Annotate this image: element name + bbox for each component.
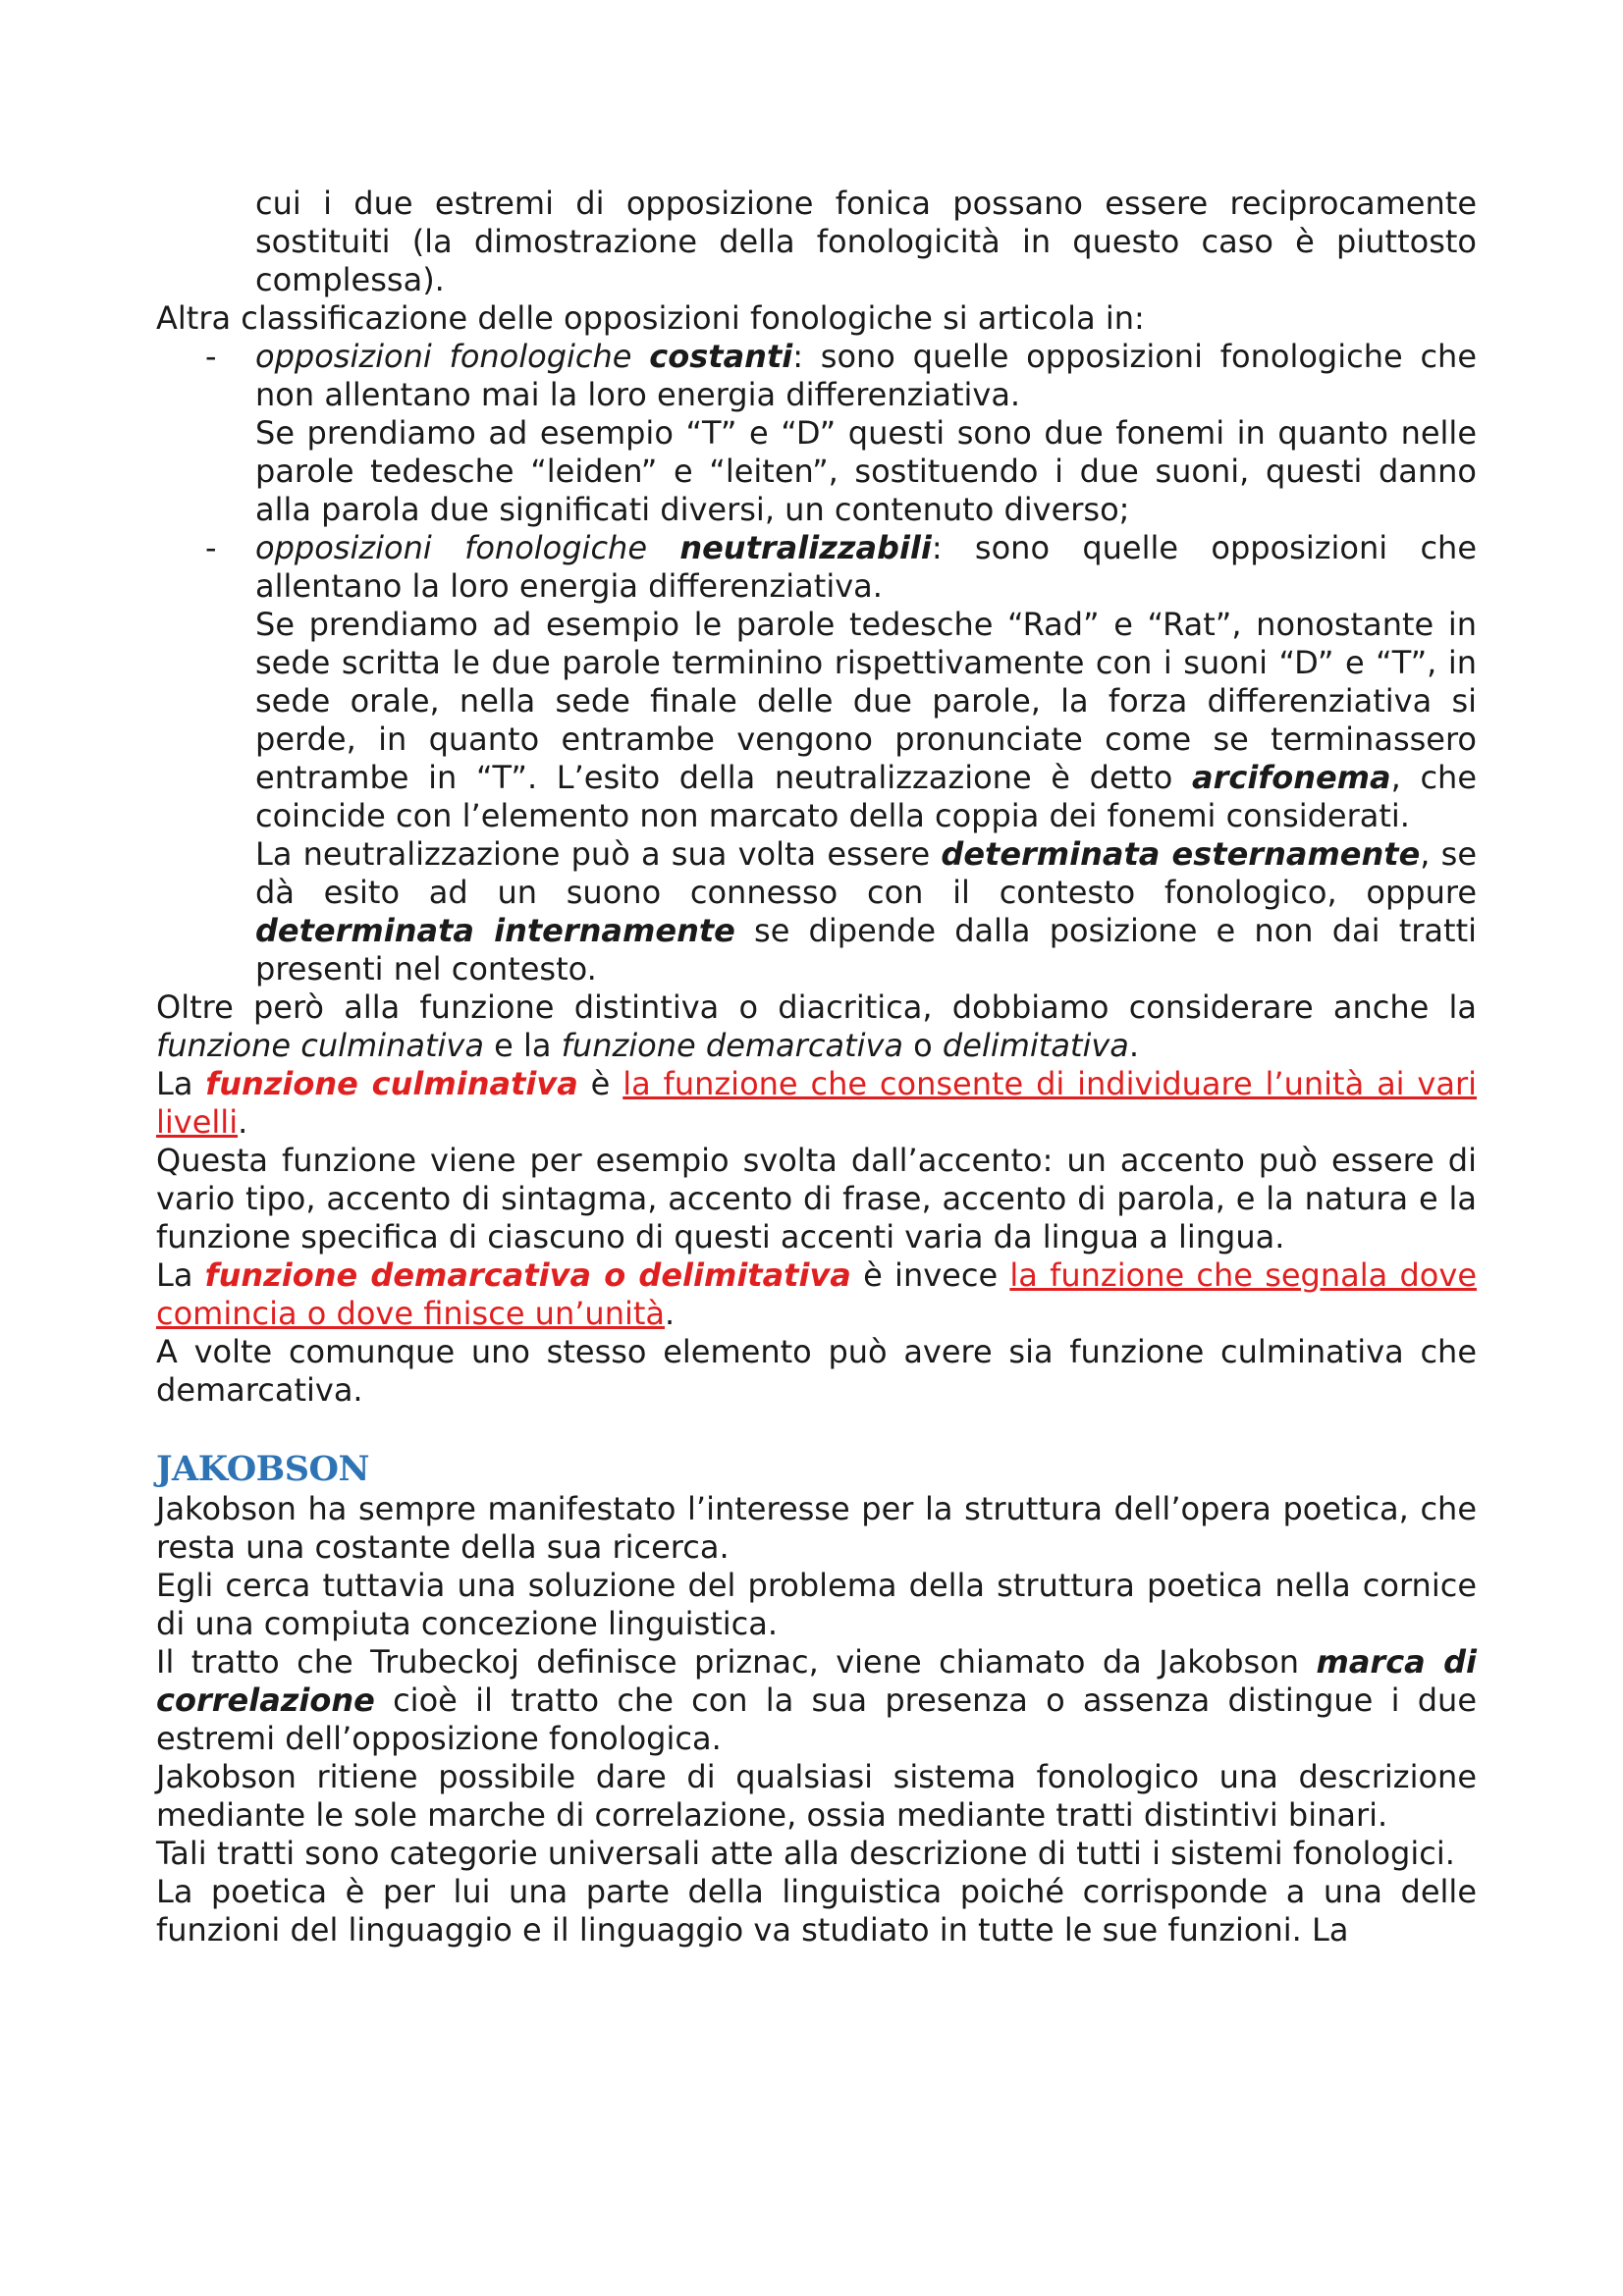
culminative-definition: La funzione culminativa è la funzione che consente di individuare l’unità ai vari livelli.	[156, 1065, 1478, 1141]
list-dash: -	[205, 529, 217, 566]
classification-intro: Altra classificazione delle opposizioni fonologiche si articola in:	[156, 299, 1145, 337]
demarcative-term: funzione demarcativa o delimitativa	[204, 1256, 851, 1294]
list-item-constant	[156, 338, 1477, 529]
culminative-underlined-definition: la funzione che consente di individuare l’unità ai vari livelli	[156, 1065, 1478, 1141]
neutralizable-definition	[255, 529, 1477, 606]
jakobson-paragraph: Tali tratti sono categorie universali atte alla descrizione di tutti i sistemi fonologici.	[156, 1835, 1455, 1872]
term-bold: neutralizzabili	[679, 529, 932, 566]
list-item-neutralizable	[156, 529, 1477, 988]
jakobson-paragraph: Jakobson ha sempre manifestato l’interesse per la struttura dell’opera poetica, che resta una costante della sua ricerca.	[156, 1490, 1477, 1566]
functions-intro: Oltre però alla funzione distintiva o diacritica, dobbiamo considerare anche la funzione culminativa e la funzione demarcativa o delimitativa.	[156, 988, 1477, 1064]
neutralization-types: La neutralizzazione può a sua volta essere determinata esternamente, se dà esito ad un suono connesso con il contesto fonologico, oppure determinata internamente se dipende dalla posizione e non dai tratti presenti nel contesto.	[255, 835, 1478, 988]
page-body	[156, 185, 1477, 1949]
term-italic: opposizioni fonologiche	[255, 338, 632, 375]
section-gap	[156, 1410, 1477, 1448]
jakobson-paragraph: Jakobson ritiene possibile dare di qualsiasi sistema fonologico una descrizione mediante le sole marche di correlazione, ossia mediante tratti distintivi binari.	[156, 1758, 1477, 1834]
definition-text: : sono quelle opposizioni che allentano la loro energia differenziativa.	[255, 529, 1478, 605]
section-heading-jakobson: JAKOBSON	[156, 1449, 370, 1489]
jakobson-marca-paragraph: Il tratto che Trubeckoj definisce priznac, viene chiamato da Jakobson marca di correlazione cioè il tratto che con la sua presenza o assenza distingue i due estremi dell’opposizione fonologica.	[156, 1643, 1478, 1757]
accent-paragraph: Questa funzione viene per esempio svolta dall’accento: un accento può essere di vario tipo, accento di sintagma, accento di frase, accento di parola, e la natura e la funzione specifica di ciascuno di questi accenti varia da lingua a lingua.	[156, 1142, 1477, 1255]
constant-example: Se prendiamo ad esempio “T” e “D” questi sono due fonemi in quanto nelle parole tedesche “leiden” e “leiten”, sostituendo i due suoni, questi danno alla parola due significati diversi, un contenuto diverso;	[255, 414, 1477, 528]
list-dash: -	[205, 338, 217, 375]
archiphoneme-term: arcifonema	[1191, 759, 1391, 796]
intro-continuation: cui i due estremi di opposizione fonica possano essere reciprocamente sostituiti (la dimostrazione della fonologicità in questo caso è piuttosto complessa).	[255, 185, 1477, 298]
constant-definition	[255, 338, 1477, 414]
neutralizable-example: Se prendiamo ad esempio le parole tedesche “Rad” e “Rat”, nonostante in sede scritta le due parole terminino rispettivamente con i suoni “D” e “T”, in sede orale, nella sede finale delle due parole, la forza differenziativa si perde, in quanto entrambe vengono pronunciate come se terminassero entrambe in “T”. L’esito della neutralizzazione è detto arcifonema, che coincide con l’elemento non marcato della coppia dei fonemi considerati.	[255, 606, 1478, 834]
determined-internal-term: determinata internamente	[255, 912, 735, 949]
marca-term: marca di correlazione	[156, 1643, 1478, 1719]
culminative-term: funzione culminativa	[205, 1065, 578, 1102]
determined-external-term: determinata esternamente	[941, 835, 1421, 873]
term-bold: costanti	[649, 338, 793, 375]
jakobson-paragraph: La poetica è per lui una parte della linguistica poiché corrisponde a una delle funzioni del linguaggio e il linguaggio va studiato in tutte le sue funzioni. La	[156, 1873, 1477, 1949]
demarcative-definition: La funzione demarcativa o delimitativa è invece la funzione che segnala dove comincia o dove finisce un’unità.	[156, 1256, 1477, 1332]
jakobson-paragraph: Egli cerca tuttavia una soluzione del problema della struttura poetica nella cornice di una compiuta concezione linguistica.	[156, 1567, 1477, 1642]
demarcative-underlined-definition: la funzione che segnala dove comincia o dove finisce un’unità	[156, 1256, 1477, 1332]
definition-text: : sono quelle opposizioni fonologiche che non allentano mai la loro energia differenziativa.	[255, 338, 1478, 413]
term-italic: opposizioni fonologiche	[255, 529, 648, 566]
both-functions-paragraph: A volte comunque uno stesso elemento può avere sia funzione culminativa che demarcativa.	[156, 1333, 1477, 1409]
